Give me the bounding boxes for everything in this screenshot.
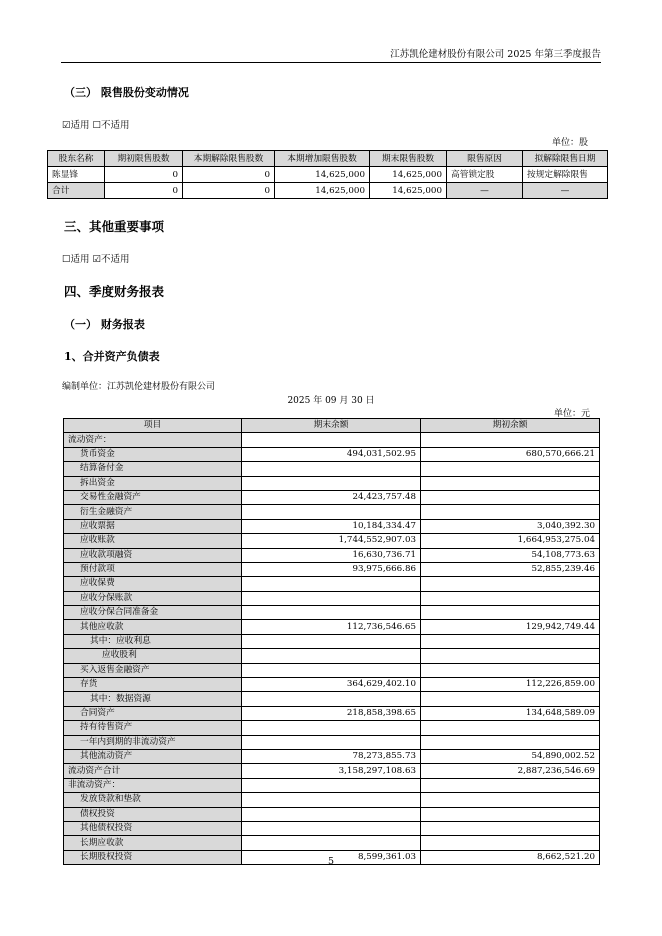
line-item-label: 发放贷款和垫款 — [64, 793, 242, 807]
table-row — [64, 490, 600, 504]
line-item-label: 应收分保合同准备金 — [64, 606, 242, 620]
table-row — [64, 836, 600, 850]
beginning-balance: 680,570,666.21 — [421, 447, 600, 461]
beginning-balance: 3,040,392.30 — [421, 519, 600, 533]
beginning-balance — [421, 490, 600, 504]
line-item-label: 其中：应收利息 — [64, 634, 242, 648]
line-item-label: 货币资金 — [64, 447, 242, 461]
cell: 14,625,000 — [370, 183, 447, 199]
restricted-header-row — [48, 151, 608, 167]
table-row — [64, 807, 600, 821]
cell: 14,625,000 — [275, 183, 370, 199]
line-item-label: 长期股权投资 — [64, 850, 242, 864]
balance-header-row — [64, 419, 600, 433]
beginning-balance — [421, 505, 600, 519]
ending-balance — [242, 462, 421, 476]
ending-balance: 112,736,546.65 — [242, 620, 421, 634]
table-row — [64, 663, 600, 677]
ending-balance — [242, 634, 421, 648]
table-row — [48, 167, 608, 183]
col-header: 股东名称 — [48, 151, 105, 167]
table-row — [64, 793, 600, 807]
ending-balance — [242, 505, 421, 519]
table-row — [64, 721, 600, 735]
table-row — [64, 749, 600, 763]
col-header: 项目 — [64, 419, 242, 433]
cell: 高管锁定股 — [447, 167, 523, 183]
ending-balance — [242, 606, 421, 620]
beginning-balance — [421, 807, 600, 821]
table-row — [48, 183, 608, 199]
table-row — [64, 606, 600, 620]
beginning-balance: 54,108,773.63 — [421, 548, 600, 562]
table-row — [64, 634, 600, 648]
ending-balance — [242, 778, 421, 792]
beginning-balance — [421, 476, 600, 490]
col-header: 本期增加限售股数 — [275, 151, 370, 167]
line-item-label: 其中：数据资源 — [64, 692, 242, 706]
ending-balance — [242, 433, 421, 447]
beginning-balance — [421, 433, 600, 447]
ending-balance — [242, 476, 421, 490]
table-row — [64, 778, 600, 792]
line-item-label: 应收保费 — [64, 577, 242, 591]
line-item-label: 应收账款 — [64, 534, 242, 548]
ending-balance: 24,423,757.48 — [242, 490, 421, 504]
restricted-shares-heading: （三） 限售股份变动情况 — [64, 86, 189, 99]
table-row — [64, 620, 600, 634]
balance-sheet-table — [63, 418, 600, 865]
cell: — — [523, 183, 608, 199]
ending-balance: 3,158,297,108.63 — [242, 764, 421, 778]
ending-balance — [242, 591, 421, 605]
col-header: 期末限售股数 — [370, 151, 447, 167]
beginning-balance — [421, 778, 600, 792]
table-row — [64, 476, 600, 490]
cell: 按规定解除限售 — [523, 167, 608, 183]
cell: 0 — [183, 167, 275, 183]
beginning-balance: 52,855,239.46 — [421, 562, 600, 576]
financial-statements-heading: （一） 财务报表 — [64, 318, 145, 331]
balance-sheet-heading: 1、合并资产负债表 — [64, 350, 160, 363]
line-item-label: 应收款项融资 — [64, 548, 242, 562]
ending-balance: 78,273,855.73 — [242, 749, 421, 763]
ending-balance: 10,184,334.47 — [242, 519, 421, 533]
balance-unit: 单位：元 — [553, 409, 590, 419]
restricted-shares-table — [47, 150, 608, 199]
beginning-balance — [421, 462, 600, 476]
other-matters-heading: 三、其他重要事项 — [64, 219, 165, 234]
table-row — [64, 649, 600, 663]
ending-balance — [242, 836, 421, 850]
beginning-balance — [421, 692, 600, 706]
ending-balance: 16,630,736.71 — [242, 548, 421, 562]
line-item-label: 拆出资金 — [64, 476, 242, 490]
restricted-unit: 单位：股 — [551, 138, 588, 148]
ending-balance: 8,599,361.03 — [242, 850, 421, 864]
table-row — [64, 505, 600, 519]
table-row — [64, 577, 600, 591]
line-item-label: 其他应收款 — [64, 620, 242, 634]
cell: — — [447, 183, 523, 199]
col-header: 限售原因 — [447, 151, 523, 167]
table-row — [64, 534, 600, 548]
beginning-balance — [421, 634, 600, 648]
table-row — [64, 706, 600, 720]
total-label: 合计 — [48, 183, 105, 199]
ending-balance — [242, 577, 421, 591]
line-item-label: 应收票据 — [64, 519, 242, 533]
line-item-label: 持有待售资产 — [64, 721, 242, 735]
other-applicable: ☐适用 ☑不适用 — [62, 254, 130, 265]
line-item-label: 应收分保账款 — [64, 591, 242, 605]
table-row — [64, 562, 600, 576]
line-item-label: 合同资产 — [64, 706, 242, 720]
ending-balance: 218,858,398.65 — [242, 706, 421, 720]
line-item-label: 买入返售金融资产 — [64, 663, 242, 677]
ending-balance: 364,629,402.10 — [242, 678, 421, 692]
beginning-balance — [421, 735, 600, 749]
beginning-balance: 8,662,521.20 — [421, 850, 600, 864]
table-row — [64, 447, 600, 461]
page-header: 江苏凯伦建材股份有限公司 2025 年第三季度报告 — [390, 49, 601, 60]
line-item-label: 债权投资 — [64, 807, 242, 821]
beginning-balance — [421, 821, 600, 835]
ending-balance — [242, 692, 421, 706]
ending-balance — [242, 663, 421, 677]
ending-balance — [242, 649, 421, 663]
beginning-balance — [421, 721, 600, 735]
cell: 14,625,000 — [370, 167, 447, 183]
line-item-label: 其他流动资产 — [64, 749, 242, 763]
beginning-balance: 54,890,002.52 — [421, 749, 600, 763]
table-row — [64, 433, 600, 447]
ending-balance — [242, 721, 421, 735]
line-item-label: 结算备付金 — [64, 462, 242, 476]
beginning-balance — [421, 793, 600, 807]
shareholder-name: 陈显锋 — [48, 167, 105, 183]
beginning-balance: 1,664,953,275.04 — [421, 534, 600, 548]
beginning-balance — [421, 663, 600, 677]
table-row — [64, 591, 600, 605]
beginning-balance: 2,887,236,546.69 — [421, 764, 600, 778]
cell: 14,625,000 — [275, 167, 370, 183]
cell: 0 — [105, 167, 183, 183]
ending-balance: 494,031,502.95 — [242, 447, 421, 461]
line-item-label: 存货 — [64, 678, 242, 692]
table-row — [64, 462, 600, 476]
col-header: 拟解除限售日期 — [523, 151, 608, 167]
ending-balance: 1,744,552,907.03 — [242, 534, 421, 548]
ending-balance — [242, 807, 421, 821]
col-header: 本期解除限售股数 — [183, 151, 275, 167]
table-row — [64, 764, 600, 778]
line-item-label: 衍生金融资产 — [64, 505, 242, 519]
table-row — [64, 692, 600, 706]
col-header: 期初限售股数 — [105, 151, 183, 167]
line-item-label: 应收股利 — [64, 649, 242, 663]
line-item-label: 预付款项 — [64, 562, 242, 576]
line-item-label: 非流动资产： — [64, 778, 242, 792]
beginning-balance: 112,226,859.00 — [421, 678, 600, 692]
table-row — [64, 735, 600, 749]
line-item-label: 流动资产： — [64, 433, 242, 447]
cell: 0 — [105, 183, 183, 199]
report-date: 2025 年 09 月 30 日 — [287, 396, 375, 406]
ending-balance — [242, 793, 421, 807]
line-item-label: 一年内到期的非流动资产 — [64, 735, 242, 749]
preparer: 编制单位：江苏凯伦建材股份有限公司 — [62, 382, 216, 392]
table-row — [64, 519, 600, 533]
ending-balance — [242, 821, 421, 835]
quarterly-statements-heading: 四、季度财务报表 — [64, 284, 165, 299]
beginning-balance — [421, 836, 600, 850]
line-item-label: 其他债权投资 — [64, 821, 242, 835]
beginning-balance: 129,942,749.44 — [421, 620, 600, 634]
page-number: 5 — [327, 856, 335, 867]
restricted-applicable: ☑适用 ☐不适用 — [62, 120, 130, 131]
beginning-balance — [421, 649, 600, 663]
ending-balance — [242, 735, 421, 749]
table-row — [64, 821, 600, 835]
col-header: 期末余额 — [242, 419, 421, 433]
beginning-balance — [421, 591, 600, 605]
line-item-label: 流动资产合计 — [64, 764, 242, 778]
line-item-label: 交易性金融资产 — [64, 490, 242, 504]
ending-balance: 93,975,666.86 — [242, 562, 421, 576]
col-header: 期初余额 — [421, 419, 600, 433]
header-rule — [61, 62, 601, 63]
table-row — [64, 548, 600, 562]
beginning-balance: 134,648,589.09 — [421, 706, 600, 720]
line-item-label: 长期应收款 — [64, 836, 242, 850]
cell: 0 — [183, 183, 275, 199]
beginning-balance — [421, 577, 600, 591]
table-row — [64, 678, 600, 692]
beginning-balance — [421, 606, 600, 620]
